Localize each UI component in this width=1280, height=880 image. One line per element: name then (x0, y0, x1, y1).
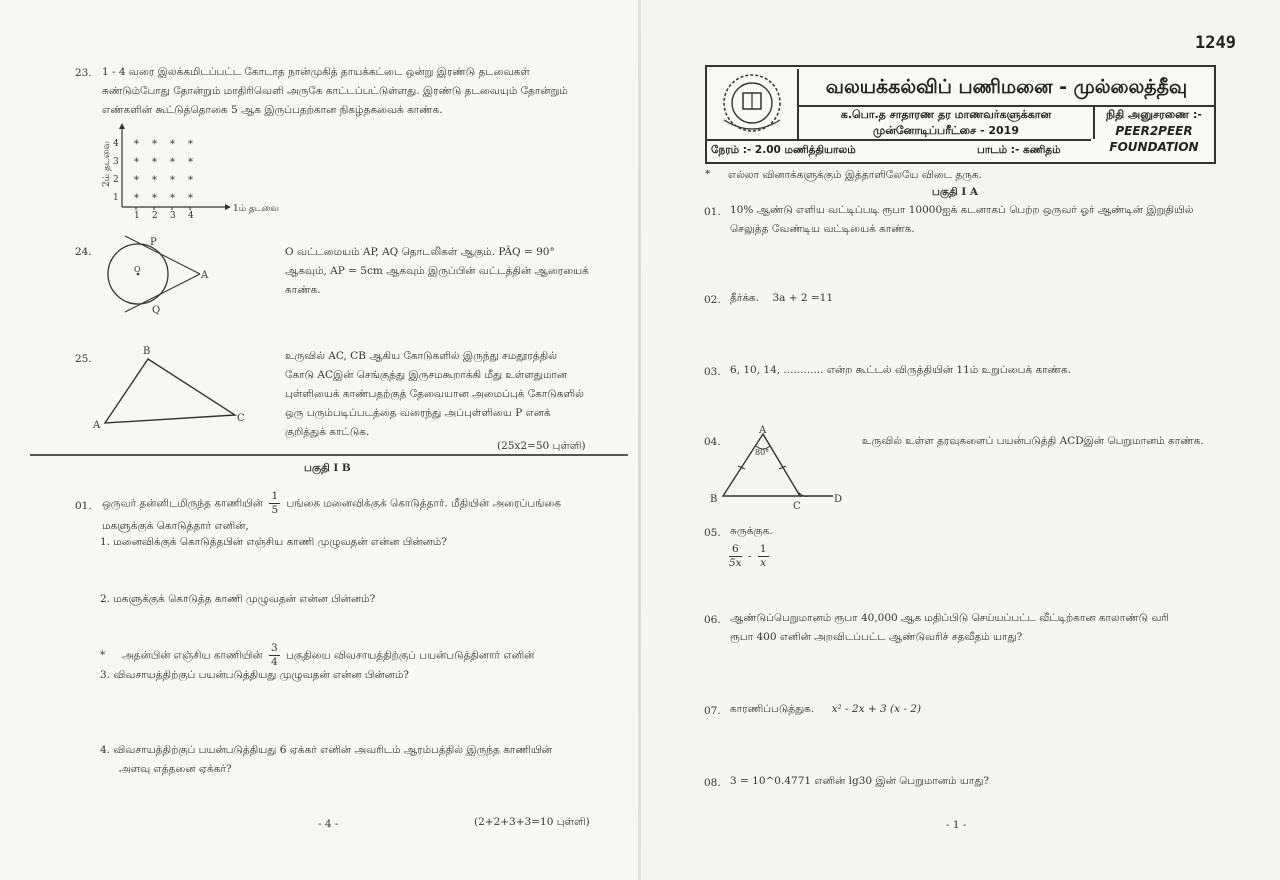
q02-number: 02. (704, 294, 721, 306)
b01-s3a: அதன்பின் எஞ்சிய காணியின் (122, 649, 263, 662)
b01-sub4 (100, 741, 600, 779)
b01-s4-line1: 4. விவசாயத்திற்குப் பயன்படுத்தியது 6 ஏக்கர் எனின் அவரிடம் ஆரம்பத்தில் இருந்த காணியின் (100, 744, 552, 756)
q23-text (102, 63, 592, 120)
sample-point: * (134, 157, 139, 168)
sample-points (134, 139, 193, 204)
label-b: B (710, 494, 718, 505)
sample-point: * (188, 157, 193, 168)
q25-line5: குறித்துக் காட்டுக. (285, 426, 370, 438)
triangle-abc (723, 434, 800, 496)
sample-point: * (188, 193, 193, 204)
q08-text: 3 = 10^0.4771 எனின் lg30 இன் பெறுமானம் யாது? (730, 775, 990, 787)
y-tick-label: 1 (113, 193, 119, 203)
q24-text (285, 243, 590, 300)
label-a: A (201, 270, 209, 281)
fraction-numerator: 1 (271, 490, 279, 502)
b01-line1b: பங்கை மனைவிக்குக் கொடுத்தார். மீதியின் அரைப்பங்கை (286, 497, 561, 510)
q23-line2: சுண்டும்போது தோன்றும் மாதிரிவெளி அருகே காட்டப்பட்டுள்ளது. இரண்டு தடவையும் தோன்றும் (102, 85, 568, 97)
q07-text (730, 700, 921, 719)
exam-subject: பாடம் :- கணிதம் (977, 144, 1061, 156)
triangle-abc (105, 359, 235, 423)
q05-number: 05. (704, 527, 721, 539)
q23-sample-space-graph (95, 125, 295, 221)
b01-number: 01. (75, 500, 92, 512)
exam-line1: க.பொ.த சாதாரண தர மாணவர்களுக்கான (840, 108, 1052, 121)
q01-line2: செலுத்த வேண்டிய வட்டியைக் காண்க. (730, 223, 915, 235)
q25-line1: உருவில் AC, CB ஆகிய கோடுகளில் இருந்து சமதூரத்தில் (285, 350, 557, 362)
minus-sign: - (747, 550, 752, 563)
label-p: P (150, 237, 157, 248)
sample-point: * (134, 139, 139, 150)
b01-intro (102, 490, 602, 536)
sample-point: * (170, 157, 175, 168)
b01-s4-line2: அளவு எத்தனை ஏக்கர்? (119, 763, 232, 775)
q24-line2: ஆகவும், AP = 5cm ஆகவும் இருப்பின் வட்டத்தின் ஆரையைக் (285, 265, 589, 277)
q08-number: 08. (704, 777, 721, 789)
q05-expression (726, 543, 772, 570)
x-axis-label: 1ம் தடவை (233, 204, 279, 214)
q23-line3: எண்களின் கூட்டுத்தொகை 5 ஆக இருப்பதற்கான நிகழ்தகவைக் காண்க. (102, 104, 443, 116)
org-title: வலயக்கல்விப் பணிமனை - முல்லைத்தீவு (797, 69, 1214, 107)
sample-point: * (134, 175, 139, 186)
q02-instruction: தீர்க்க. (730, 292, 760, 304)
q24-number: 24. (75, 246, 92, 258)
b01-sub3: 3. விவசாயத்திற்குப் பயன்படுத்தியது முழுவதன் என்ன பின்னம்? (100, 669, 409, 681)
x-tick-label: 4 (188, 211, 194, 221)
q04-isosceles-triangle-figure (705, 422, 855, 512)
label-o: O (134, 265, 141, 274)
q06-line2: ரூபா 400 எனின் அறவிடப்பட்ட ஆண்டுவரிச் சதவீதம் யாது? (730, 631, 1023, 643)
frac2-denominator: x (760, 557, 767, 569)
q25-line4: ஒரு பரும்படிப்படத்தை வரைந்து அப்புள்ளியை P எனக் (285, 407, 551, 419)
instruction-bullet: * (705, 168, 711, 180)
left-page-footer: - 4 - (318, 818, 339, 830)
b01-line1a: ஒருவர் தன்னிடமிருந்த காணியின் (102, 497, 264, 510)
frac2-numerator: 1 (759, 543, 767, 555)
x-tick-label: 2 (152, 211, 158, 221)
q03-number: 03. (704, 366, 721, 378)
q02-text (730, 289, 833, 308)
y-tick-label: 3 (113, 157, 119, 167)
b01-s3b: பகுதியை விவசாயத்திற்குப் பயன்படுத்தினார் எனின் (285, 649, 535, 662)
label-c: C (237, 413, 245, 424)
sample-point: * (152, 157, 157, 168)
tangent-aq (125, 274, 200, 312)
label-b: B (143, 346, 151, 357)
q25-number: 25. (75, 353, 92, 365)
exam-header-box (705, 65, 1216, 164)
fraction-denominator: 5 (271, 504, 279, 516)
fraction-denominator: 4 (270, 656, 278, 668)
q06-number: 06. (704, 614, 721, 626)
b01-sub3-intro (122, 642, 534, 669)
b01-line2: மகளுக்குக் கொடுத்தார் எனின், (102, 520, 249, 532)
q02-equation: 3a + 2 =11 (772, 292, 834, 304)
label-c: C (793, 501, 801, 512)
fraction-one-fifth (269, 490, 280, 517)
q07-instruction: காரணிப்படுத்துக. (730, 703, 815, 715)
q25-triangle-figure (90, 343, 250, 433)
section-divider-line (30, 454, 628, 456)
fraction-6-over-5x (729, 543, 742, 570)
angle-80-label: 80° (755, 448, 770, 457)
sponsor-name2: FOUNDATION (1109, 140, 1199, 154)
x-tick-label: 1 (134, 211, 140, 221)
b01-sub1: 1. மனைவிக்குக் கொடுத்தபின் எஞ்சிய காணி முழுவதன் என்ன பின்னம்? (100, 536, 447, 548)
b01-star: * (100, 649, 106, 661)
sample-point: * (188, 175, 193, 186)
exam-time: நேரம் :- 2.00 மணித்தியாலம் (711, 144, 856, 156)
label-a: A (93, 420, 101, 431)
sample-point: * (152, 175, 157, 186)
marks-part-b: (2+2+3+3=10 புள்ளி) (474, 816, 590, 828)
sample-point: * (170, 175, 175, 186)
y-ticks (113, 139, 119, 203)
page-fold-divider (638, 0, 641, 880)
sample-point: * (170, 139, 175, 150)
q03-text: 6, 10, 14, ............ என்ற கூட்டல் விருத்தியின் 11ம் உறுப்பைக் காண்க. (730, 364, 1072, 376)
label-q: Q (152, 305, 161, 316)
b01-sub2: 2. மகளுக்குக் கொடுத்த காணி முழுவதன் என்ன பின்னம்? (100, 593, 376, 605)
q05-text: சுருக்குக. (730, 525, 773, 537)
q25-text (285, 347, 585, 442)
sample-point: * (188, 139, 193, 150)
part-ia-title: பகுதி I A (932, 186, 979, 198)
sponsor-block (1095, 107, 1213, 157)
q23-number: 23. (75, 67, 92, 79)
fraction-1-over-x (758, 543, 769, 570)
exam-title (797, 107, 1095, 139)
y-tick-label: 4 (113, 139, 119, 149)
q25-line2: கோடு ACஇன் செங்குத்து இருசமகூறாக்கி மீது உள்ளதுமான (285, 369, 568, 381)
q06-text (730, 609, 1215, 647)
sample-point: * (152, 139, 157, 150)
q07-expression: x² - 2x + 3 (x - 2) (831, 703, 922, 715)
q04-number: 04. (704, 436, 721, 448)
right-page-footer: - 1 - (946, 819, 967, 831)
q01-number: 01. (704, 206, 721, 218)
y-tick-label: 2 (113, 175, 119, 185)
x-tick-label: 3 (170, 211, 176, 221)
fraction-three-quarters (269, 642, 280, 669)
q23-line1: 1 - 4 வரை இலக்கமிடப்பட்ட கோடாத நான்முகித் தாயக்கட்டை ஒன்று இரண்டு தடவைகள் (102, 66, 530, 78)
q06-line1: ஆண்டுப்பெறுமானம் ரூபா 40,000 ஆக மதிப்பிடு செய்யப்பட்ட வீட்டிற்கான காலாண்டு வரி (730, 612, 1169, 624)
sample-point: * (134, 193, 139, 204)
instruction-text: எல்லா வினாக்களுக்கும் இத்தாளிலேயே விடை தருக. (728, 169, 982, 181)
fraction-numerator: 3 (270, 642, 278, 654)
part-ib-title: பகுதி I B (304, 462, 351, 474)
logo-emblem-icon (712, 70, 792, 138)
label-a: A (759, 425, 767, 436)
frac1-numerator: 6 (729, 543, 742, 557)
page-number: 1249 (1195, 33, 1236, 53)
q04-text: உருவில் உள்ள தரவுகளைப் பயன்படுத்தி ACDஇன் பெறுமானம் காண்க. (862, 435, 1204, 447)
frac1-denominator: 5x (729, 557, 742, 569)
q01-text (730, 201, 1220, 239)
q07-number: 07. (704, 705, 721, 717)
q24-line3: காண்க. (285, 284, 321, 296)
sponsor-name1: PEER2PEER (1115, 124, 1193, 138)
exam-line2: முன்னோடிப்பரீட்சை - 2019 (872, 124, 1019, 137)
sponsor-label: நிதி அனுசரணை :- (1106, 108, 1202, 121)
y-axis-label: 2ம் தடவை (102, 141, 112, 187)
q24-circle-figure (100, 232, 220, 322)
label-d: D (834, 494, 843, 505)
q01-line1: 10% ஆண்டு எளிய வட்டிப்படி ரூபா 10000ஐக் கடனாகப் பெற்ற ஒருவர் ஓர் ஆண்டின் இறுதியில் (730, 204, 1194, 216)
marks-part-a: (25x2=50 புள்ளி) (497, 440, 586, 452)
q25-line3: புள்ளியைக் காண்பதற்குத் தேவையான அமைப்புக் கோடுகளில் (285, 388, 584, 400)
sample-point: * (170, 193, 175, 204)
q24-line1: O வட்டமையம் AP, AQ தொடலிகள் ஆகும். PÂQ = 90° (285, 246, 555, 258)
sample-point: * (152, 193, 157, 204)
x-axis-arrow (225, 204, 231, 210)
